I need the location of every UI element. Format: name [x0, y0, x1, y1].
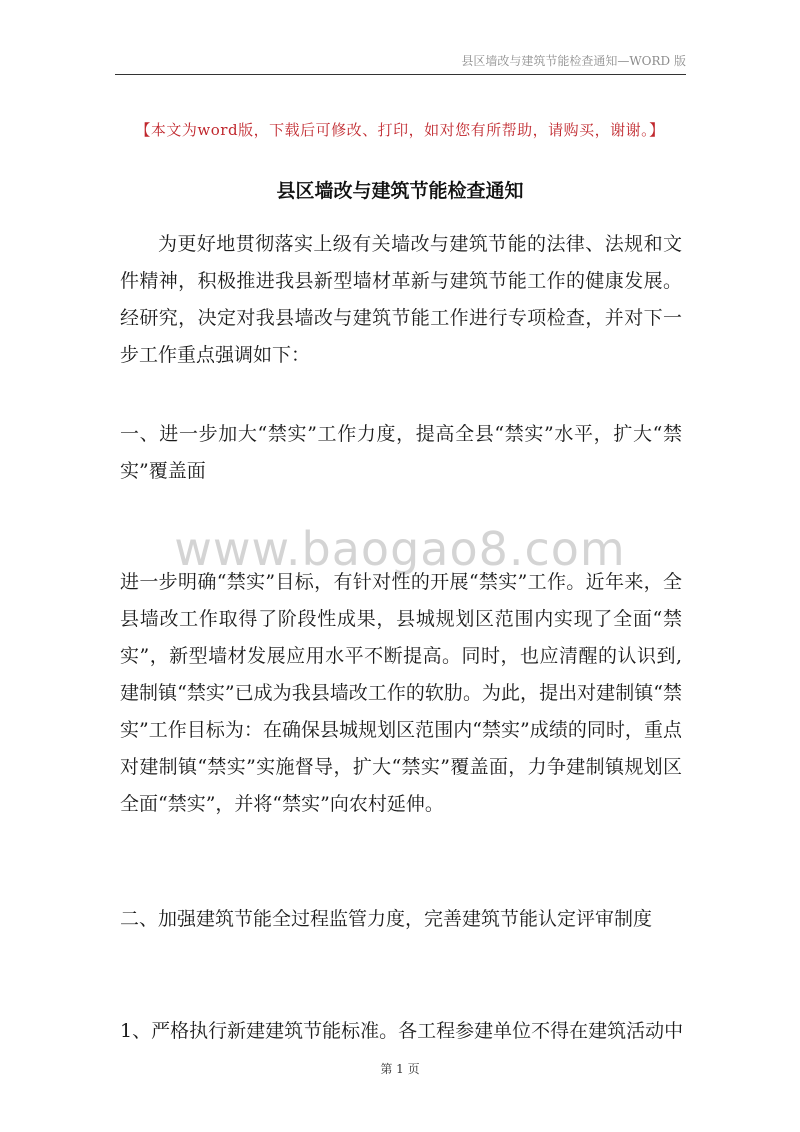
document-title: 县区墙改与建筑节能检查通知 — [276, 180, 524, 202]
header-divider — [115, 74, 686, 75]
page-number: 第 1 页 — [380, 1062, 420, 1076]
section-2-item-1: 1、严格执行新建建筑节能标准。各工程参建单位不得在建筑活动中 — [120, 1020, 684, 1042]
running-header: 县区墙改与建筑节能检查通知—WORD 版 — [461, 54, 686, 68]
section-1-heading: 一、进一步加大“禁实”工作力度，提高全县“禁实”水平，扩大“禁实”覆盖面 — [120, 423, 682, 482]
section-2-heading: 二、加强建筑节能全过程监管力度，完善建筑节能认定评审制度 — [120, 908, 653, 930]
watermark-text: www.baogao8.com — [174, 522, 626, 576]
purchase-notice: 【本文为word版，下载后可修改、打印，如对您有所帮助，请购买，谢谢。】 — [135, 121, 665, 139]
section-1-paragraph: 进一步明确“禁实”目标，有针对性的开展“禁实”工作。近年来，全县墙改工作取得了阶段性成果，县城规划区范围内实现了全面“禁实”，新型墙材发展应用水平不断提高。同时，也应清醒的认识到,建制镇“禁实”已成为我县墙改工作的软肋。为此，提出对建制镇“禁实”工作目标为：在确保县城规划区范围内“禁实”成绩的同时，重点对建制镇“禁实”实施督导，扩大“禁实”覆盖面，力争建制镇规划区全面“禁实”，并将“禁实”向农村延伸。 — [120, 571, 682, 815]
intro-paragraph: 为更好地贯彻落实上级有关墙改与建筑节能的法律、法规和文件精神，积极推进我县新型墙材革新与建筑节能工作的健康发展。经研究，决定对我县墙改与建筑节能工作进行专项检查，并对下一步工作重点强调如下： — [120, 233, 682, 366]
